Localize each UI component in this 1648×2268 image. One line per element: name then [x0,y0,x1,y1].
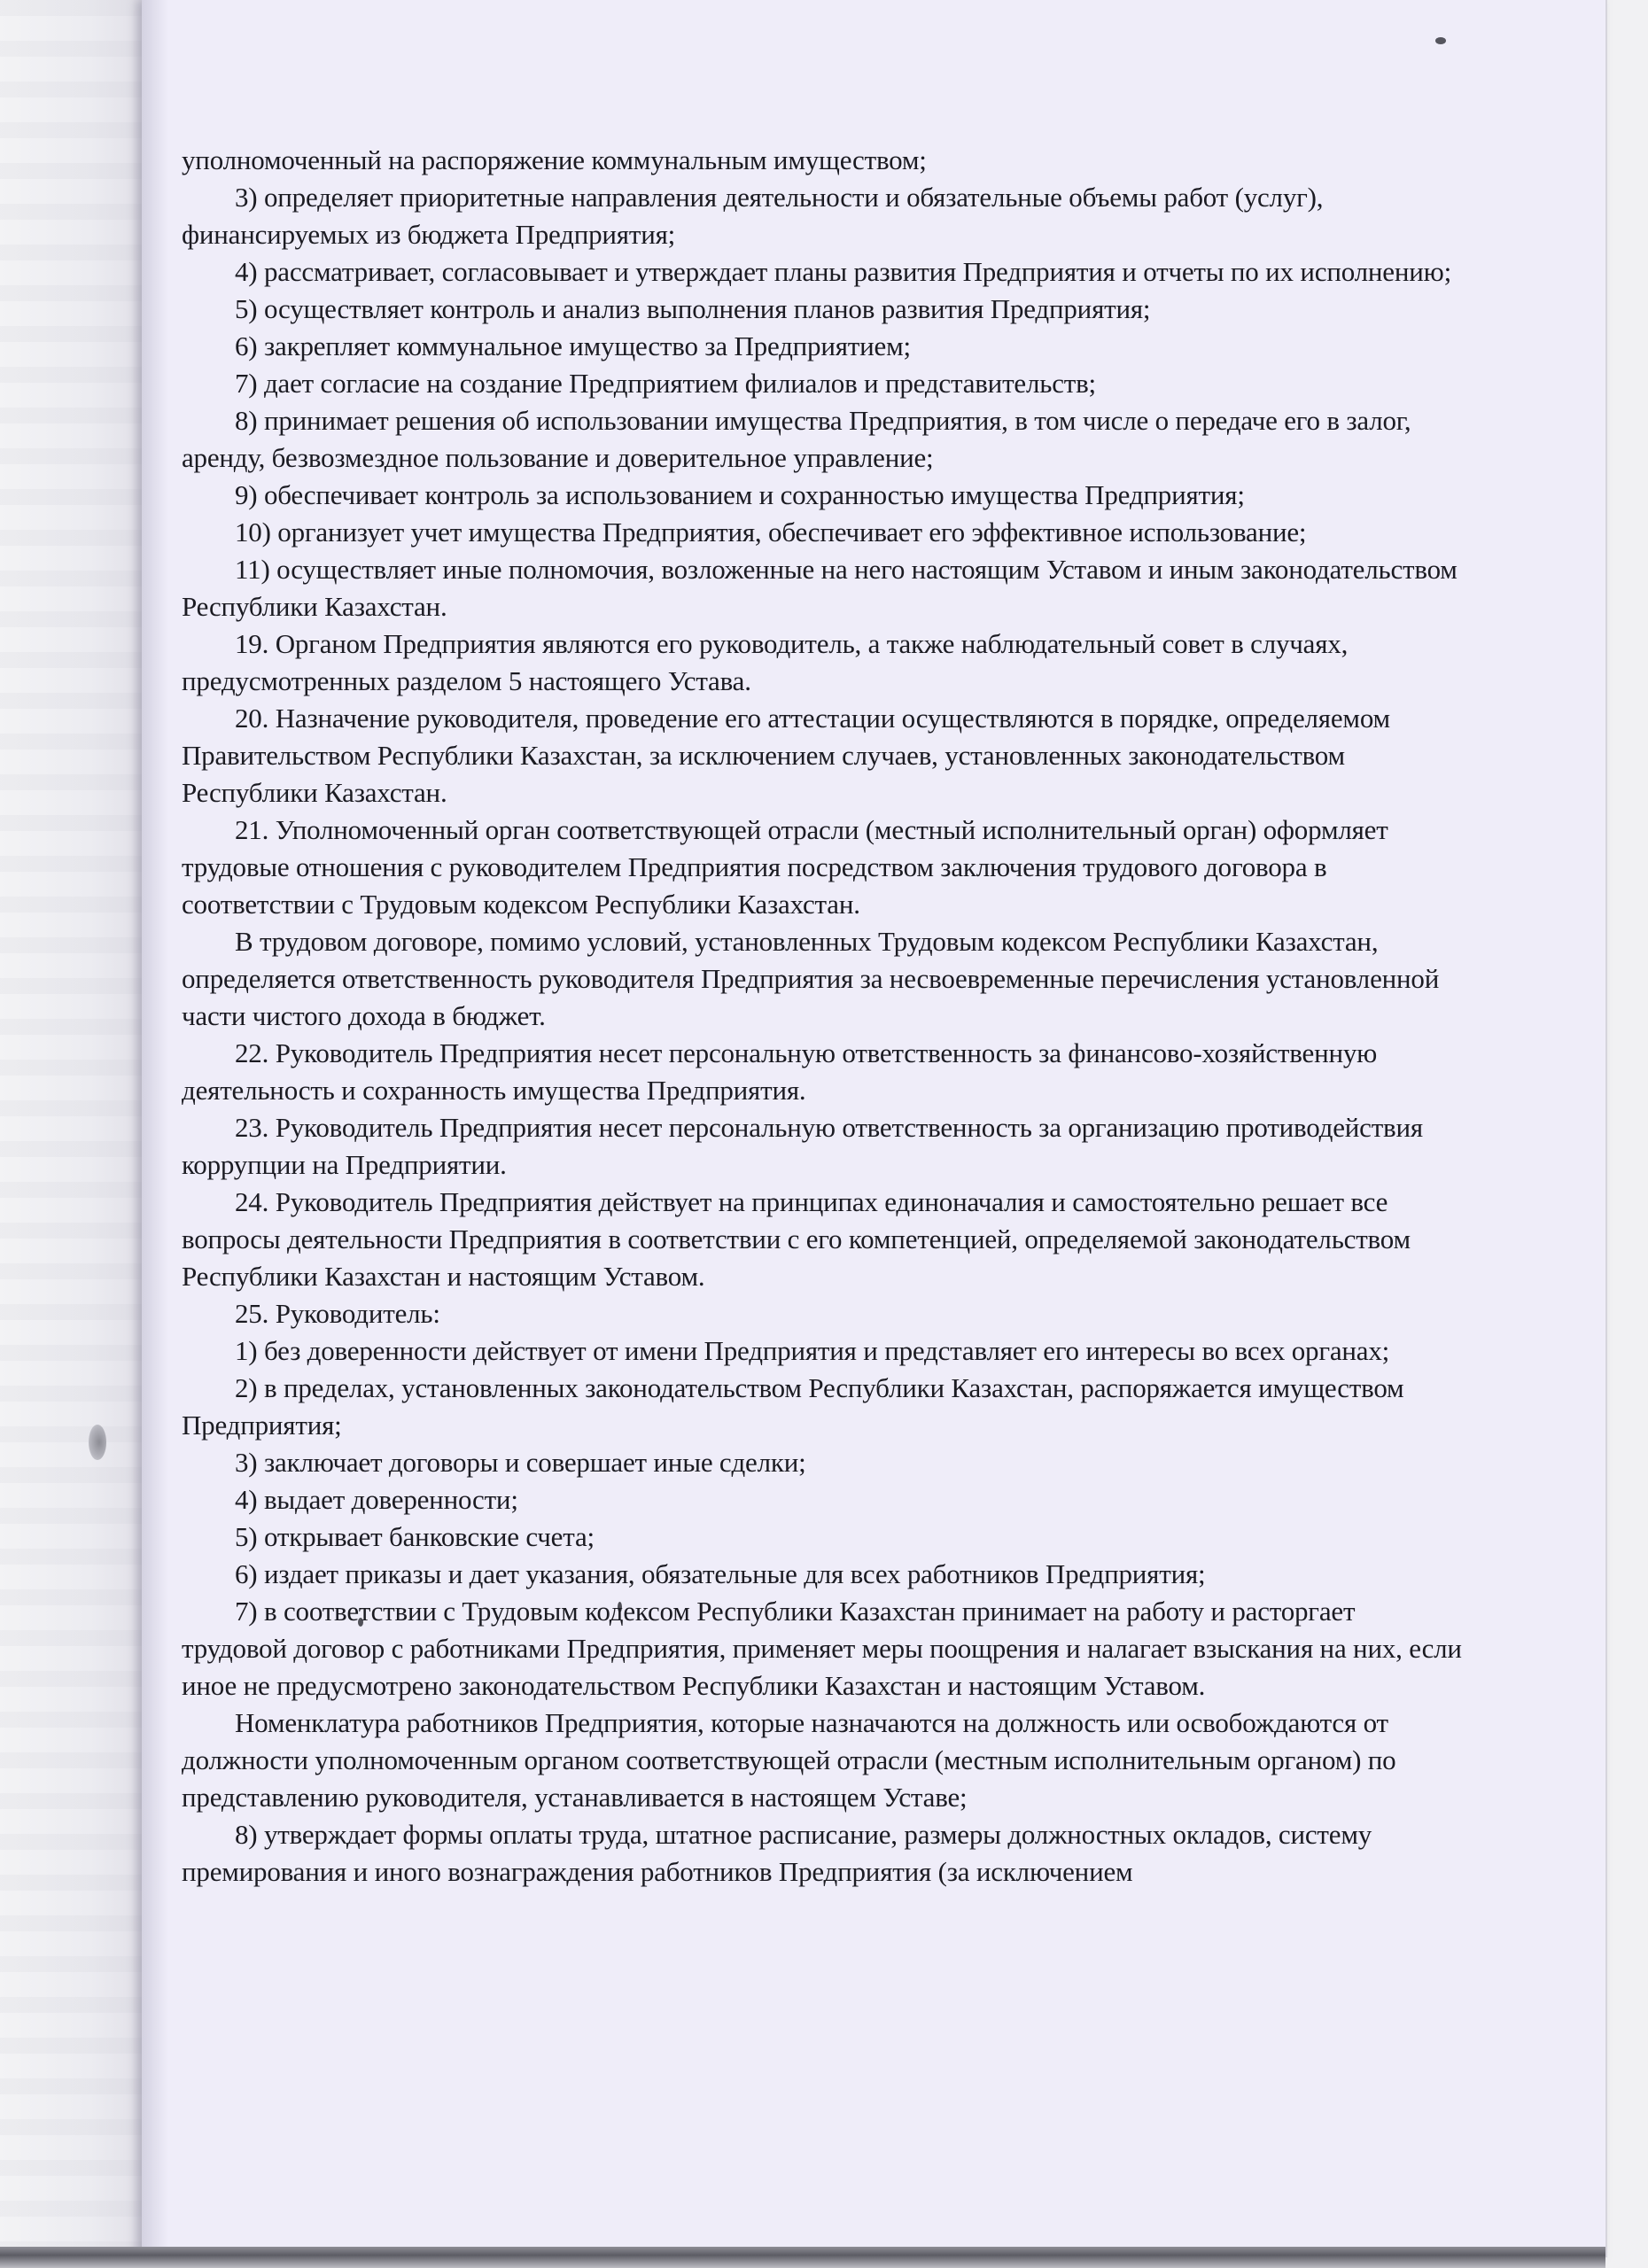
paragraph: В трудовом договоре, помимо условий, установленных Трудовым кодексом Республики Казахстан, определяется ответственность руководителя Предприятия за несвоевременные перечисления установленной части чистого дохода в бюджет. [182,926,1440,1031]
paragraph: 8) утверждает формы оплаты труда, штатное расписание, размеры должностных окладов, систему премирования и иного вознаграждения работников Предприятия (за исключением [182,1819,1372,1887]
paragraph: Номенклатура работников Предприятия, которые назначаются на должность или освобождаются от должности уполномоченным органом соответствующей отрасли (местным исполнительным органом) по представлению руководителя, устанавливается в настоящем Уставе; [182,1707,1396,1813]
document-body [182,142,1466,1891]
paragraph: 2) в пределах, установленных законодательством Республики Казахстан, распоряжается имуществом Предприятия; [182,1372,1404,1441]
paragraph: 4) рассматривает, согласовывает и утверждает планы развития Предприятия и отчеты по их исполнению; [235,256,1451,287]
paragraph: 7) дает согласие на создание Предприятием филиалов и представительств; [235,368,1096,399]
paragraph: 4) выдает доверенности; [235,1484,518,1515]
paragraph: 10) организует учет имущества Предприятия, обеспечивает его эффективное использование; [235,517,1307,548]
paragraph: 7) в соответствии с Трудовым кодексом Республики Казахстан принимает на работу и расторгает трудовой договор с работниками Предприятия, применяет меры поощрения и налагает взыскания на них, если иное не предусмотрено законодательством Республики Казахстан и настоящим Уставом. [182,1596,1462,1701]
paragraph: 23. Руководитель Предприятия несет персональную ответственность за организацию противодействия коррупции на Предприятии. [182,1112,1423,1180]
paragraph: 6) закрепляет коммунальное имущество за Предприятием; [235,330,911,361]
paragraph: 19. Органом Предприятия являются его руководитель, а также наблюдательный совет в случаях, предусмотренных разделом 5 настоящего Устава. [182,628,1349,696]
page-bottom-edge [0,2247,1605,2268]
scan-speck [1435,37,1446,44]
paragraph: 22. Руководитель Предприятия несет персональную ответственность за финансово-хозяйственную деятельность и сохранность имущества Предприятия. [182,1037,1378,1106]
paragraph: 8) принимает решения об использовании имущества Предприятия, в том числе о передаче его в залог, аренду, безвозмездное пользование и доверительное управление; [182,405,1411,473]
binding-strip [0,0,149,2268]
paragraph: 9) обеспечивает контроль за использованием и сохранностью имущества Предприятия; [235,479,1245,510]
paragraph: 5) осуществляет контроль и анализ выполнения планов развития Предприятия; [235,293,1151,324]
paragraph: 5) открывает банковские счета; [235,1521,595,1552]
paragraph: уполномоченный на распоряжение коммунальным имуществом; [182,144,927,175]
paragraph: 25. Руководитель: [235,1298,440,1329]
paragraph: 6) издает приказы и дает указания, обязательные для всех работников Предприятия; [235,1558,1206,1589]
paragraph: 3) заключает договоры и совершает иные сделки; [235,1447,806,1478]
paragraph: 20. Назначение руководителя, проведение его аттестации осуществляются в порядке, определяемом Правительством Республики Казахстан, за исключением случаев, установленных законодательством Республики Казахстан. [182,703,1390,808]
paragraph: 1) без доверенности действует от имени Предприятия и представляет его интересы во всех органах; [235,1335,1390,1366]
paragraph: 21. Уполномоченный орган соответствующей отрасли (местный исполнительный орган) оформляет трудовые отношения с руководителем Предприятия посредством заключения трудового договора в соответствии с Трудовым кодексом Республики Казахстан. [182,814,1388,920]
paragraph: 24. Руководитель Предприятия действует на принципах единоначалия и самостоятельно решает все вопросы деятельности Предприятия в соответствии с его компетенцией, определяемой законодательством Республики Казахстан и настоящим Уставом. [182,1186,1411,1292]
paragraph: 11) осуществляет иные полномочия, возложенные на него настоящим Уставом и иным законодательством Республики Казахстан. [182,554,1458,622]
right-margin-strip [1605,0,1648,2268]
punch-hole [89,1425,106,1460]
page-fold-shadow [142,0,168,2257]
paragraph: 3) определяет приоритетные направления деятельности и обязательные объемы работ (услуг), финансируемых из бюджета Предприятия; [182,182,1324,250]
